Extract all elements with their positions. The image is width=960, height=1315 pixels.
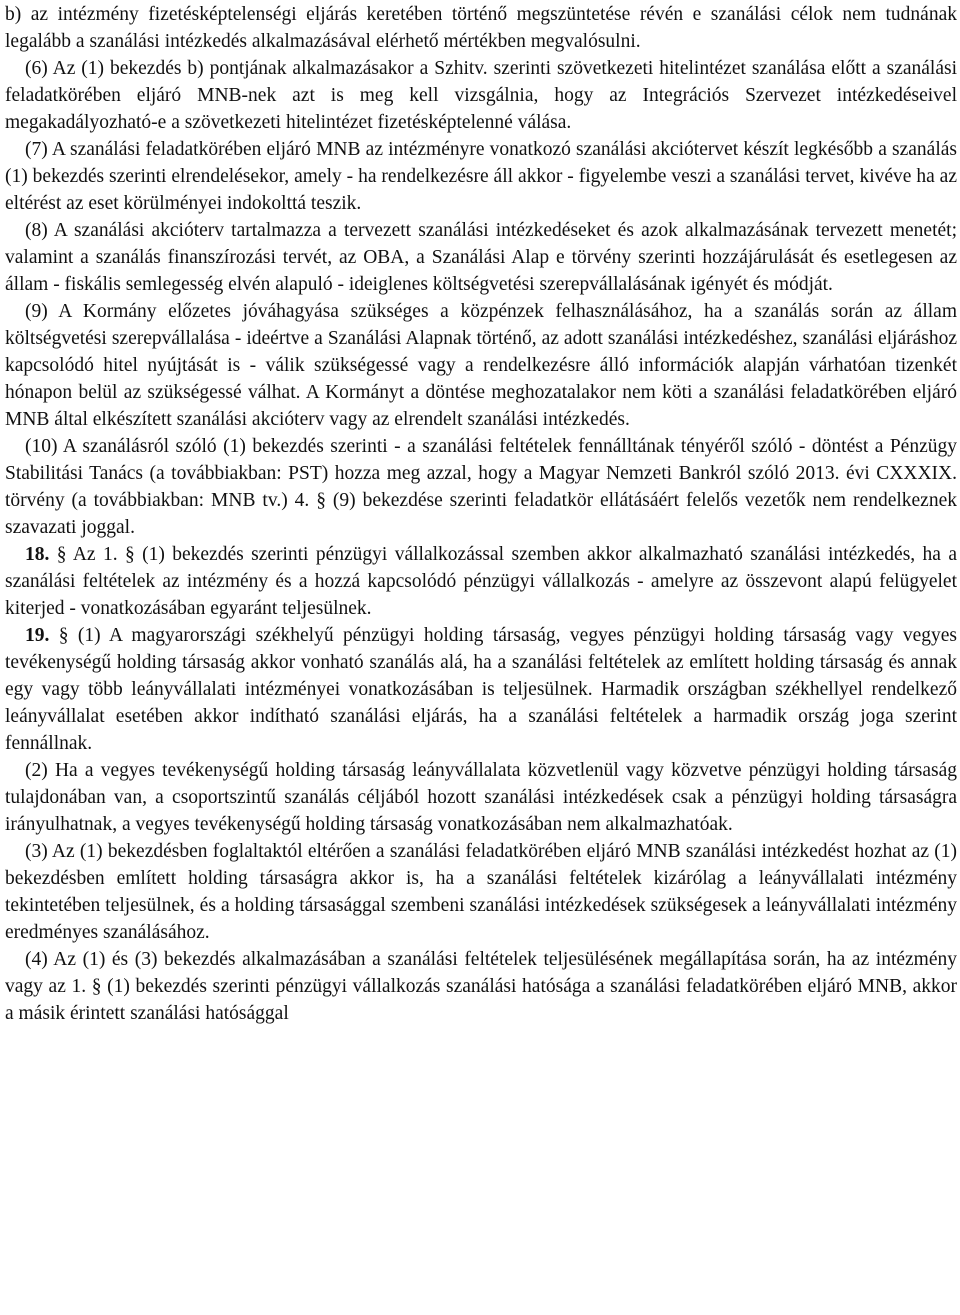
section-19-paragraph-3: (3) Az (1) bekezdésben foglaltaktól eltérően a szanálási feladatkörében eljáró MNB szanálási intézkedést hozhat az (1) bekezdésben említett holding társaságra akkor is, ha a szanálási feltételek kizárólag a leányvállalati intézmény tekintetében teljesülnek, és a holding társasággal szembeni szanálási intézkedések szükségesek a leányvállalati intézmény eredményes szanálásához. <box>5 841 957 943</box>
section-18 <box>5 541 957 622</box>
document-page <box>5 1 957 1027</box>
section-19-paragraph-4: (4) Az (1) és (3) bekezdés alkalmazásában a szanálási feltételek teljesülésének megállapítása során, ha az intézmény vagy az 1. § (1) bekezdés szerinti pénzügyi vállalkozás szanálási hatósága a szanálási feladatkörében eljáró MNB, akkor a másik érintett szanálási hatósággal <box>5 949 957 1024</box>
section-19-paragraph-2: (2) Ha a vegyes tevékenységű holding társaság leányvállalata közvetlenül vagy közvetve pénzügyi holding társaság tulajdonában van, a csoportszintű szanálás céljából hozott szanálási intézkedések csak a pénzügyi holding társaságra irányulhatnak, a vegyes tevékenységű holding társaság vonatkozásában nem alkalmazhatóak. <box>5 760 957 835</box>
paragraph-7: (7) A szanálási feladatkörében eljáró MNB az intézményre vonatkozó szanálási akciótervet készít legkésőbb a szanálás (1) bekezdés szerinti elrendelésekor, amely - ha rendelkezésre áll akkor - figyelembe veszi a szanálási tervet, kivéve ha az eltérést az eset körülményei indokolttá teszik. <box>5 139 957 214</box>
paragraph-10: (10) A szanálásról szóló (1) bekezdés szerinti - a szanálási feltételek fennálltának tényéről szóló - döntést a Pénzügy Stabilitási Tanács (a továbbiakban: PST) hozza meg azzal, hogy a Magyar Nemzeti Bankról szóló 2013. évi CXXXIX. törvény (a továbbiakban: MNB tv.) 4. § (9) bekezdése szerinti feladatkör ellátásáért felelős vezetők nem rendelkeznek szavazati joggal. <box>5 436 957 538</box>
section-18-text: § Az 1. § (1) bekezdés szerinti pénzügyi vállalkozással szemben akkor alkalmazható szanálási intézkedés, ha a szanálási feltételek az intézmény és a hozzá kapcsolódó pénzügyi vállalkozás - amelyre az összevont alapú felügyelet kiterjed - vonatkozásában egyaránt teljesülnek. <box>5 544 957 619</box>
section-19-1-text: § (1) A magyarországi székhelyű pénzügyi holding társaság, vegyes pénzügyi holding társaság vagy vegyes tevékenységű holding társaság akkor vonható szanálás alá, ha a szanálási feltételek az említett holding társaság és annak egy vagy több leányvállalati intézményei vonatkozásában is teljesülnek. Harmadik országban székhellyel rendelkező leányvállalat esetében akkor indítható szanálási eljárás, ha a szanálási feltételek a harmadik ország joga szerint fennállnak. <box>5 625 958 754</box>
paragraph-8: (8) A szanálási akcióterv tartalmazza a tervezett szanálási intézkedéseket és azok alkalmazásának tervezett menetét; valamint a szanálás finanszírozási tervét, az OBA, a Szanálási Alap e törvény szerinti hozzájárulását és esetlegesen az állam - fiskális semlegesség elvén alapuló - ideiglenes költségvetési szerepvállalásának igényét és módját. <box>5 220 957 295</box>
section-19-paragraph-1 <box>5 622 957 757</box>
paragraph-b-continuation: b) az intézmény fizetésképtelenségi eljárás keretében történő megszüntetése révén e szanálási célok nem tudnának legalább a szanálási intézkedés alkalmazásával elérhető mértékben megvalósulni. <box>5 4 957 52</box>
section-number-19: 19. <box>25 625 50 646</box>
paragraph-6: (6) Az (1) bekezdés b) pontjának alkalmazásakor a Szhitv. szerinti szövetkezeti hitelintézet szanálása előtt a szanálási feladatkörében eljáró MNB-nek azt is meg kell vizsgálnia, hogy az Integrációs Szervezet intézkedéseivel megakadályozható-e a szövetkezeti hitelintézet fizetésképtelenné válása. <box>5 58 957 133</box>
paragraph-9: (9) A Kormány előzetes jóváhagyása szükséges a közpénzek felhasználásához, ha a szanálás során az állam költségvetési szerepvállalása - ideértve a Szanálási Alapnak történő, az adott szanálási intézkedéshez, szanálási eljáráshoz kapcsolódó hitel nyújtását is - válik szükségessé vagy a rendelkezésre álló információk alapján várhatóan tizenkét hónapon belül az szükségessé válhat. A Kormányt a döntése meghozatalakor nem köti a szanálási feladatkörében eljáró MNB által elkészített szanálási akcióterv vagy az elrendelt szanálási intézkedés. <box>5 301 957 430</box>
section-number-18: 18. <box>25 544 50 565</box>
